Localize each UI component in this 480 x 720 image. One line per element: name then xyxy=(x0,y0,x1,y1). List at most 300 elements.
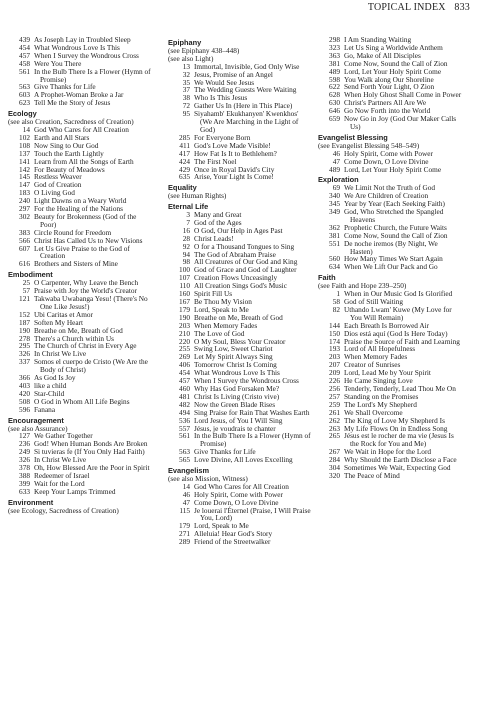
index-entry xyxy=(168,110,312,134)
hymn-title: God's Love Made Visible! xyxy=(194,140,271,150)
hymn-title: Let Us Sing a Worldwide Anthem xyxy=(344,42,443,52)
index-entry xyxy=(168,173,312,181)
section-heading: Eternal Life xyxy=(168,202,209,212)
hymn-title: When I Survey the Wondrous Cross xyxy=(34,50,139,60)
hymn-number: 32 xyxy=(182,69,190,79)
hymn-title: As God Is Joy xyxy=(34,373,76,383)
hymn-number: 320 xyxy=(329,470,340,480)
hymn-number: 47 xyxy=(332,156,340,166)
hymn-number: 7 xyxy=(186,217,190,227)
hymn-title: We Gather Together xyxy=(34,431,93,441)
hymn-title: The Love of God xyxy=(194,328,245,338)
hymn-number: 207 xyxy=(329,360,340,370)
hymn-title: Now Go in Joy (God Our Maker Calls Us) xyxy=(344,114,457,131)
hymn-number: 340 xyxy=(329,191,340,201)
page-number: 833 xyxy=(454,2,470,13)
hymn-title: Give Thanks for Life xyxy=(34,82,96,92)
hymn-number: 424 xyxy=(179,156,190,166)
hymn-title: All Creatures of Our God and King xyxy=(194,257,298,267)
hymn-number: 203 xyxy=(179,320,190,330)
hymn-number: 92 xyxy=(182,241,190,251)
hymn-number: 142 xyxy=(19,164,30,174)
hymn-number: 174 xyxy=(329,336,340,346)
hymn-number: 209 xyxy=(329,368,340,378)
hymn-title: Love Divine, All Loves Excelling xyxy=(194,455,293,465)
hymn-number: 108 xyxy=(19,140,30,150)
running-header xyxy=(368,2,470,13)
hymn-title: There's a Church within Us xyxy=(34,333,114,343)
hymn-number: 269 xyxy=(179,352,190,362)
hymn-number: 46 xyxy=(182,489,190,499)
hymn-title: Light Dawns on a Weary World xyxy=(34,196,127,206)
cross-reference: (see Evangelist Blessing 548–549) xyxy=(318,140,420,150)
hymn-number: 167 xyxy=(179,297,190,306)
hymn-title: Immortal, Invisible, God Only Wise xyxy=(194,61,300,71)
hymn-number: 137 xyxy=(19,148,30,158)
hymn-number: 38 xyxy=(182,93,190,103)
hymn-number: 82 xyxy=(332,304,340,314)
hymn-title: In the Bulb There Is a Flower (Hymn of Promise) xyxy=(194,431,311,449)
hymn-number: 345 xyxy=(329,199,340,209)
hymn-title: Creator of Sunrises xyxy=(344,360,401,370)
hymn-number: 236 xyxy=(19,439,30,449)
hymn-title: Lord of All Hopefulness xyxy=(344,344,416,354)
hymn-number: 406 xyxy=(179,360,190,370)
hymn-number: 302 xyxy=(19,211,30,221)
index-entry xyxy=(318,472,462,480)
hymn-title: Dios está aquí (God Is Here Today) xyxy=(344,328,448,338)
hymn-title: Come Down, O Love Divine xyxy=(344,156,429,166)
hymn-title: The Peace of Mind xyxy=(344,470,400,480)
hymn-title: Learn from All the Songs of Earth xyxy=(34,156,134,166)
hymn-title: In the Bulb There Is a Flower (Hymn of Promise) xyxy=(34,66,151,84)
hymn-title: What Wondrous Love Is This xyxy=(194,368,280,378)
hymn-title: Why Should the Earth Disclose a Face xyxy=(344,455,457,465)
hymn-number: 98 xyxy=(182,257,190,267)
hymn-title: Gather Us In (Here in This Place) xyxy=(194,101,293,111)
hymn-title: Creation Flows Unceasingly xyxy=(194,273,278,283)
cross-reference: (see Epiphany 438–448) xyxy=(168,45,240,55)
hymn-number: 616 xyxy=(19,259,30,269)
hymn-number: 635 xyxy=(179,172,190,182)
cross-reference: (see Ecology, Sacredness of Creation) xyxy=(8,505,119,515)
hymn-title: Sometimes We Wait, Expecting God xyxy=(344,463,451,473)
hymn-number: 603 xyxy=(19,90,30,100)
hymn-number: 566 xyxy=(19,235,30,245)
hymn-number: 95 xyxy=(182,109,190,119)
hymn-number: 557 xyxy=(179,423,190,433)
hymn-title: In Christ We Live xyxy=(34,349,87,359)
hymn-title: The Lord's My Shepherd xyxy=(344,399,417,409)
hymn-title: How Fat Is It to Bethlehem? xyxy=(194,148,277,158)
hymn-number: 190 xyxy=(179,312,190,322)
hymn-number: 257 xyxy=(329,391,340,401)
hymn-number: 460 xyxy=(179,383,190,393)
hymn-number: 203 xyxy=(329,352,340,362)
hymn-title: God! When Human Bonds Are Broken xyxy=(34,439,148,449)
hymn-title: The Church of Christ in Every Age xyxy=(34,341,137,351)
hymn-number: 563 xyxy=(19,82,30,92)
hymn-number: 536 xyxy=(179,415,190,425)
hymn-title: For the Healing of the Nations xyxy=(34,204,123,214)
index-entry xyxy=(8,99,152,107)
index-entry xyxy=(318,432,462,448)
hymn-title: We Shall Overcome xyxy=(344,407,403,417)
hymn-number: 3 xyxy=(186,210,190,220)
hymn-title: Lord Jesus, of You I Will Sing xyxy=(194,415,283,425)
hymn-number: 298 xyxy=(329,35,340,44)
hymn-number: 596 xyxy=(19,404,30,414)
hymn-number: 284 xyxy=(329,455,340,465)
hymn-title: Swing Low, Sweet Chariot xyxy=(194,344,273,354)
hymn-title: O God, Our Help in Ages Past xyxy=(194,225,283,235)
hymn-title: O God in Whom All Life Begins xyxy=(34,396,130,406)
hymn-number: 439 xyxy=(19,35,30,44)
hymn-number: 429 xyxy=(179,164,190,174)
hymn-title: Fanana xyxy=(34,404,56,414)
hymn-number: 454 xyxy=(179,368,190,378)
hymn-title: As Joseph Lay in Troubled Sleep xyxy=(34,35,131,44)
hymn-number: 458 xyxy=(19,58,30,68)
hymn-title: Praise the Source of Faith and Learning xyxy=(344,336,460,346)
hymn-title: My Life Flows On in Endless Song xyxy=(344,423,448,433)
hymn-title: Standing on the Promises xyxy=(344,391,419,401)
hymn-number: 240 xyxy=(19,196,30,206)
hymn-title: Breathe on Me, Breath of God xyxy=(194,312,283,322)
hymn-title: Tell Me the Story of Jesus xyxy=(34,98,111,108)
hymn-title: Jésus, je voudrais te chanter xyxy=(194,423,276,433)
hymn-title: Let Us Give Praise to the God of Creation xyxy=(34,243,130,261)
hymn-number: 363 xyxy=(329,50,340,60)
hymn-title: Spirit Fill Us xyxy=(194,289,233,299)
hymn-number: 622 xyxy=(329,82,340,92)
hymn-title: Year by Year (Each Seeking Faith) xyxy=(344,199,445,209)
hymn-title: Lord, Let Your Holy Spirit Come xyxy=(344,66,442,76)
hymn-number: 110 xyxy=(179,281,190,291)
index-entry xyxy=(8,295,152,311)
hymn-title: All Creation Sings God's Music xyxy=(194,281,287,291)
hymn-title: Prophetic Church, the Future Waits xyxy=(344,222,447,232)
hymn-number: 179 xyxy=(179,304,190,314)
hymn-number: 115 xyxy=(179,505,190,515)
hymn-number: 381 xyxy=(329,58,340,68)
index-entry xyxy=(8,68,152,84)
hymn-number: 337 xyxy=(19,357,30,367)
hymn-number: 349 xyxy=(329,207,340,217)
hymn-number: 193 xyxy=(329,344,340,354)
hymn-number: 256 xyxy=(329,383,340,393)
hymn-title: Who Is This Jesus xyxy=(194,93,248,103)
hymn-number: 144 xyxy=(329,320,340,330)
hymn-title: Friend of the Streetwalker xyxy=(194,537,271,547)
hymn-title: Now the Green Blade Rises xyxy=(194,399,276,409)
hymn-number: 378 xyxy=(19,463,30,473)
hymn-number: 259 xyxy=(329,399,340,409)
hymn-number: 659 xyxy=(329,114,340,124)
hymn-title: Arise, Your Light Is Come! xyxy=(194,172,274,182)
hymn-title: O for a Thousand Tongues to Sing xyxy=(194,241,295,251)
cross-reference: (see Human Rights) xyxy=(168,191,227,201)
hymn-number: 58 xyxy=(332,297,340,306)
index-entry xyxy=(8,488,152,496)
hymn-title: Lord, Let Your Holy Spirit Come xyxy=(344,164,442,174)
index-entry xyxy=(318,208,462,224)
hymn-title: We Are Children of Creation xyxy=(344,191,429,201)
index-entry xyxy=(168,538,312,546)
hymn-number: 47 xyxy=(182,497,190,507)
hymn-number: 457 xyxy=(19,50,30,60)
section-heading: Encouragement xyxy=(8,415,64,425)
hymn-title: God of Creation xyxy=(34,180,82,190)
hymn-title: For Beauty of Meadows xyxy=(34,164,105,174)
hymn-number: 278 xyxy=(19,333,30,343)
hymn-number: 100 xyxy=(179,265,190,275)
hymn-title: A Prophet-Woman Broke a Jar xyxy=(34,90,124,100)
hymn-title: Si tuvieras fe (If You Only Had Faith) xyxy=(34,447,145,457)
hymn-number: 179 xyxy=(179,521,190,531)
hymn-number: 14 xyxy=(182,481,190,491)
index-entry xyxy=(168,432,312,448)
hymn-title: We Would See Jesus xyxy=(194,77,255,87)
section-heading: Environment xyxy=(8,497,54,507)
hymn-number: 265 xyxy=(329,431,340,441)
hymn-title: Send Forth Your Light, O Zion xyxy=(344,82,435,92)
hymn-title: God, Who Stretched the Spangled Heavens xyxy=(344,207,444,224)
hymn-title: Be Thou My Vision xyxy=(194,297,252,306)
hymn-title: Praise with Joy the World's Creator xyxy=(34,286,137,296)
hymn-title: Circle Round for Freedom xyxy=(34,227,112,237)
hymn-number: 399 xyxy=(19,478,30,488)
hymn-title: Come Down, O Love Divine xyxy=(194,497,279,507)
hymn-number: 561 xyxy=(19,66,30,76)
hymn-number: 121 xyxy=(19,294,30,303)
hymn-number: 147 xyxy=(19,180,30,190)
hymn-number: 37 xyxy=(182,85,190,95)
index-entry xyxy=(318,115,462,131)
hymn-number: 94 xyxy=(182,249,190,259)
hymn-number: 263 xyxy=(329,423,340,433)
hymn-title: Wait for the Lord xyxy=(34,478,85,488)
hymn-title: Come Now, Sound the Call of Zion xyxy=(344,230,448,240)
hymn-title: When Holy Ghost Shall Come in Power xyxy=(344,90,462,100)
hymn-number: 417 xyxy=(179,148,190,158)
hymn-title: Somos el cuerpo de Cristo (We Are the Body of Christ) xyxy=(34,357,148,375)
hymn-title: Touch the Earth Lightly xyxy=(34,148,104,158)
hymn-number: 388 xyxy=(19,470,30,480)
hymn-title: The Wedding Guests Were Waiting xyxy=(194,85,297,95)
section-heading: Epiphany xyxy=(168,38,202,47)
index-entry xyxy=(318,166,462,174)
hymn-title: Jésus est le rocher de ma vie (Jesus Is the Rock for You and Me) xyxy=(344,431,454,449)
hymn-number: 628 xyxy=(329,90,340,100)
hymn-number: 551 xyxy=(329,238,340,248)
hymn-number: 482 xyxy=(179,399,190,409)
hymn-number: 489 xyxy=(329,66,340,76)
hymn-title: O Carpenter, Why Leave the Bench xyxy=(34,278,139,288)
hymn-title: I Am Standing Waiting xyxy=(344,35,412,44)
hymn-title: Were You There xyxy=(34,58,82,68)
hymn-title: When I Survey the Wondrous Cross xyxy=(194,376,299,386)
hymn-title: God Who Cares for All Creation xyxy=(34,124,129,134)
section-heading: Exploration xyxy=(318,175,359,185)
hymn-number: 46 xyxy=(332,148,340,158)
hymn-number: 489 xyxy=(329,164,340,174)
hymn-title: For Everyone Born xyxy=(194,132,251,142)
hymn-number: 16 xyxy=(182,225,190,235)
hymn-title: like a child xyxy=(34,380,67,390)
hymn-title: Takwaba Uwabanga Yesu! (There's No One Like Jesus!) xyxy=(34,294,148,311)
hymn-number: 262 xyxy=(329,415,340,425)
hymn-title: Each Breath Is Borrowed Air xyxy=(344,320,430,330)
cross-reference: (see also Creation, Sacredness of Creation) xyxy=(8,117,134,127)
hymn-title: Christ's Partners All Are We xyxy=(344,98,427,108)
hymn-title: Christ Leads! xyxy=(194,233,234,243)
hymn-title: Lord, Lead Me by Your Spirit xyxy=(344,368,431,378)
hymn-number: 183 xyxy=(19,188,30,198)
hymn-number: 187 xyxy=(19,317,30,327)
hymn-number: 457 xyxy=(179,376,190,386)
index-entry xyxy=(8,213,152,229)
hymn-title: He Came Singing Love xyxy=(344,376,413,386)
hymn-number: 69 xyxy=(332,183,340,193)
hymn-title: In Christ We Live xyxy=(34,455,87,465)
hymn-title: Soften My Heart xyxy=(34,317,84,327)
hymn-title: Siyahamb' Ekukhanyen' Kwenkhos' (We Are Marching in the Light of God) xyxy=(194,109,299,134)
hymn-title: The King of Love My Shepherd Is xyxy=(344,415,445,425)
hymn-title: Tomorrow Christ Is Coming xyxy=(194,360,277,370)
hymn-number: 127 xyxy=(19,431,30,441)
hymn-number: 289 xyxy=(179,537,190,547)
hymn-title: Holy Spirit, Come with Power xyxy=(344,148,433,158)
hymn-title: Brothers and Sisters of Mine xyxy=(34,259,118,269)
hymn-title: Many and Great xyxy=(194,210,242,220)
hymn-title: Now Sing to Our God xyxy=(34,140,99,150)
cross-reference: (see also Mission, Witness) xyxy=(168,473,248,483)
cross-reference: (see also Assurance) xyxy=(8,423,68,433)
hymn-number: 141 xyxy=(19,156,30,166)
hymn-title: Sing Praise for Rain That Washes Earth xyxy=(194,407,310,417)
hymn-number: 160 xyxy=(179,289,190,299)
hymn-title: When We Lift Our Pack and Go xyxy=(344,262,438,272)
section-heading: Evangelism xyxy=(168,466,210,476)
hymn-number: 271 xyxy=(179,529,190,539)
hymn-title: Go, Make of All Disciples xyxy=(344,50,421,60)
hymn-number: 25 xyxy=(22,278,30,288)
hymn-number: 35 xyxy=(182,77,190,87)
hymn-title: Holy Spirit, Come with Power xyxy=(194,489,283,499)
hymn-number: 220 xyxy=(179,336,190,346)
hymn-number: 249 xyxy=(19,447,30,457)
index-entry xyxy=(168,507,312,523)
hymn-number: 362 xyxy=(329,222,340,232)
hymn-title: Christ Is Living (Cristo vive) xyxy=(194,391,280,401)
hymn-number: 411 xyxy=(179,140,190,150)
hymn-number: 630 xyxy=(329,98,340,108)
hymn-title: Give Thanks for Life xyxy=(194,447,256,457)
hymn-number: 560 xyxy=(329,254,340,264)
hymn-number: 226 xyxy=(329,376,340,386)
index-entry xyxy=(8,406,152,414)
hymn-title: Go Now Forth into the World xyxy=(344,106,431,116)
cross-reference: (see also Light) xyxy=(168,53,214,63)
hymn-title: We Limit Not the Truth of God xyxy=(344,183,436,193)
hymn-title: Let My Spirit Always Sing xyxy=(194,352,273,362)
hymn-number: 295 xyxy=(19,341,30,351)
hymn-title: When Memory Fades xyxy=(194,320,258,330)
hymn-number: 72 xyxy=(182,101,190,111)
hymn-number: 454 xyxy=(19,42,30,52)
hymn-title: Beauty for Brokenness (God of the Poor) xyxy=(34,211,137,229)
index-entry xyxy=(318,240,462,256)
hymn-number: 563 xyxy=(179,447,190,457)
hymn-number: 607 xyxy=(19,243,30,253)
hymn-title: O My Soul, Bless Your Creator xyxy=(194,336,286,346)
hymn-number: 190 xyxy=(19,325,30,335)
hymn-number: 326 xyxy=(19,349,30,359)
hymn-title: Breathe on Me, Breath of God xyxy=(34,325,123,335)
hymn-number: 646 xyxy=(329,106,340,116)
hymn-title: The First Noel xyxy=(194,156,237,166)
hymn-title: God of Grace and God of Laughter xyxy=(194,265,297,275)
hymn-title: You Walk along Our Shoreline xyxy=(344,74,434,84)
hymn-title: Jesus, Promise of an Angel xyxy=(194,69,273,79)
hymn-title: Je louerai l'Éternel (Praise, I Will Praise You, Lord) xyxy=(194,505,311,523)
hymn-title: Alleluia! Hear God's Story xyxy=(194,529,273,539)
hymn-number: 210 xyxy=(179,328,190,338)
hymn-number: 494 xyxy=(179,407,190,417)
hymn-number: 565 xyxy=(179,455,190,465)
hymn-title: How Many Times We Start Again xyxy=(344,254,443,264)
hymn-title: Uthando Lwam' Kuwe (My Love for You Will Remain) xyxy=(344,304,452,322)
section-heading: Equality xyxy=(168,183,197,193)
hymn-number: 297 xyxy=(19,204,30,214)
hymn-number: 145 xyxy=(19,172,30,182)
hymn-number: 57 xyxy=(22,286,30,296)
hymn-number: 13 xyxy=(182,61,190,71)
hymn-number: 14 xyxy=(22,124,30,134)
hymn-number: 634 xyxy=(329,262,340,272)
hymn-number: 383 xyxy=(19,227,30,237)
hymn-title: De noche iremos (By Night, We Hasten) xyxy=(344,238,438,256)
cross-reference: (see Faith and Hope 239–250) xyxy=(318,281,407,291)
index-column-1 xyxy=(8,36,152,514)
hymn-number: 381 xyxy=(329,230,340,240)
hymn-title: Why Has God Forsaken Me? xyxy=(194,383,280,393)
hymn-title: God of Still Waiting xyxy=(344,297,404,306)
hymn-title: Once in Royal David's City xyxy=(194,164,275,174)
section-heading: Faith xyxy=(318,273,336,283)
hymn-title: Christ Has Called Us to New Visions xyxy=(34,235,143,245)
hymn-number: 561 xyxy=(179,431,190,441)
hymn-title: Come Now, Sound the Call of Zion xyxy=(344,58,448,68)
section-heading: Embodiment xyxy=(8,270,53,280)
hymn-number: 261 xyxy=(329,407,340,417)
hymn-title: O Living God xyxy=(34,188,75,198)
hymn-title: When in Our Music God Is Glorified xyxy=(344,289,453,299)
hymn-number: 633 xyxy=(19,486,30,496)
hymn-number: 366 xyxy=(19,373,30,383)
page-header-title: TOPICAL INDEX xyxy=(367,2,446,13)
hymn-number: 326 xyxy=(19,455,30,465)
index-entry xyxy=(8,358,152,374)
hymn-number: 420 xyxy=(19,388,30,398)
hymn-number: 107 xyxy=(179,273,190,283)
hymn-number: 481 xyxy=(179,391,190,401)
hymn-title: Keep Your Lamps Trimmed xyxy=(34,486,116,496)
index-entry xyxy=(318,306,462,322)
index-entry xyxy=(8,260,152,268)
hymn-title: The God of Abraham Praise xyxy=(194,249,276,259)
